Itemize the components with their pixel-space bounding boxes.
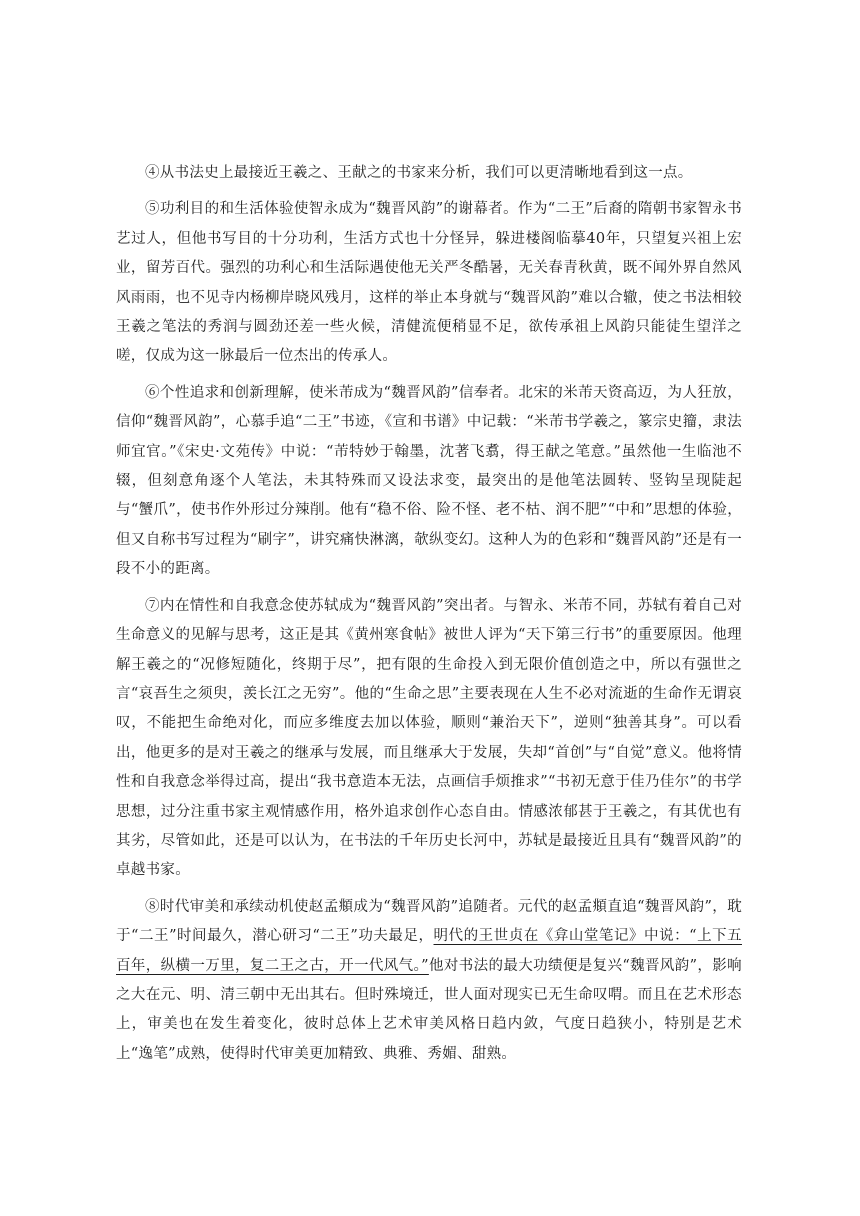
document-page [116, 159, 742, 1076]
paragraph-8-underlined-quote: 明代的王世贞在《弇山堂笔记》中说：“上下五百年，纵横一万里，复二王之古，开一代风气。” [116, 928, 742, 974]
paragraph-7: ⑦内在情性和自我意念使苏轼成为“魏晋风韵”突出者。与智永、米芾不同，苏轼有着自己对生命意义的见解与思考，这正是其《黄州寒食帖》被世人评为“天下第三行书”的重要原因。他理解王羲之的“况修短随化，终期于尽”，把有限的生命投入到无限价值创造之中，所以有强世之言“哀吾生之须臾，羡长江之无穷”。他的“生命之思”主要表现在人生不必对流逝的生命作无谓哀叹，不能把生命绝对化，而应多维度去加以体验，顺则“兼治天下”，逆则“独善其身”。可以看出，他更多的是对王羲之的继承与发展，而且继承大于发展，失却“首创”与“自觉”意义。他将情性和自我意念举得过高，提出“我书意造本无法，点画信手烦推求”“书初无意于佳乃佳尔”的书学思想，过分注重书家主观情感作用，格外追求创作心态自由。情感浓郁甚于王羲之，有其优也有其劣，尽管如此，还是可以认为，在书法的千年历史长河中，苏轼是最接近且具有“魏晋风韵”的卓越书家。 [116, 597, 742, 879]
paragraph-8-text-before: ⑧时代审美和承续动机使赵孟頫成为“魏晋风韵”追随者。元代的赵孟頫直追“魏晋风韵”，耽于“二王”时间最久，潜心研习“二王”功夫最足， [116, 898, 742, 945]
paragraph-6: ⑥个性追求和创新理解，使米芾成为“魏晋风韵”信奉者。北宋的米芾天资高迈，为人狂放，信仰“魏晋风韵”，心慕手追“二王”书迹，《宣和书谱》中记载：“米芾书学羲之，篆宗史籀，隶法师宜官。”《宋史·文苑传》中说：“芾特妙于翰墨，沈著飞翥，得王献之笔意。”虽然他一生临池不辍，但刻意角逐个人笔法，未其特殊而又设法求变，最突出的是他笔法圆转、竖钩呈现陡起与“蟹爪”，使书作外形过分辣削。他有“稳不俗、险不怪、老不枯、润不肥”“中和”思想的体验，但又自称书写过程为“刷字”，讲究痛快淋漓，欹纵变幻。这种人为的色彩和“魏晋风韵”还是有一段不小的距离。 [116, 384, 742, 578]
paragraph-8-text-after: 他对书法的最大功绩便是复兴“魏晋风韵”，影响之大在元、明、清三朝中无出其右。但时殊境迁，世人面对现实已无生命叹喟。而且在艺术形态上，审美也在发生着变化，彼时总体上艺术审美风格日趋内敛，气度日趋狭小，特别是艺术上“逸笔”成熟，使得时代审美更加精致、典雅、秀媚、甜熟。 [116, 957, 742, 1062]
paragraph-5: ⑤功利目的和生活体验使智永成为“魏晋风韵”的谢幕者。作为“二王”后裔的隋朝书家智永书艺过人，但他书写目的十分功利，生活方式也十分怪异，躲进楼阁临摹40年，只望复兴祖上宏业，留芳百代。强烈的功利心和生活际遇使他无关严冬酷暑，无关春青秋黄，既不闻外界自然风风雨雨，也不见寺内杨柳岸晓风残月，这样的举止本身就与“魏晋风韵”难以合辙，使之书法相较王羲之笔法的秀润与圆劲还差一些火候，清健流便稍显不足，欲传承祖上风韵只能徒生望洋之嗟，仅成为这一脉最后一位杰出的传承人。 [116, 201, 742, 365]
paragraph-4: ④从书法史上最接近王羲之、王献之的书家来分析，我们可以更清晰地看到这一点。 [145, 165, 693, 181]
paragraph-8 [116, 893, 742, 1069]
